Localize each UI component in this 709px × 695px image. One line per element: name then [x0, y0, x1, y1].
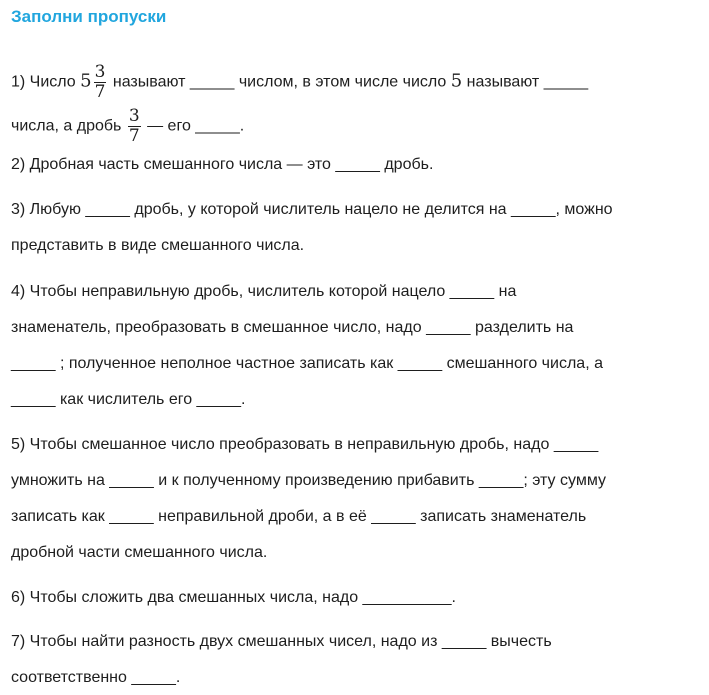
fraction: [128, 107, 141, 146]
page-title: Заполни пропуски: [11, 7, 167, 26]
question-1-text-a: 1) Число: [11, 73, 76, 91]
question-4-line-3: _____ ; полученное неполное частное записать как _____ смешанного числа, а: [11, 355, 603, 372]
question-7-line-2: соответственно _____.: [11, 669, 181, 686]
question-1-text-b: называют _____ числом, в этом числе число: [112, 73, 447, 91]
question-2: 2) Дробная часть смешанного числа — это _____ дробь.: [11, 156, 434, 173]
fraction-denominator: 7: [128, 126, 140, 146]
question-3-line-1: 3) Любую _____ дробь, у которой числитель нацело не делится на _____, можно: [11, 201, 613, 218]
question-5-line-1: 5) Чтобы смешанное число преобразовать в неправильную дробь, надо _____: [11, 436, 599, 453]
question-5-line-2: умножить на _____ и к полученному произведению прибавить _____; эту сумму: [11, 472, 606, 489]
fraction-denominator: 7: [94, 82, 106, 102]
question-1-text-c: называют _____: [466, 73, 589, 91]
question-4-line-2: знаменатель, преобразовать в смешанное число, надо _____ разделить на: [11, 319, 574, 336]
question-5-line-4: дробной части смешанного числа.: [11, 544, 268, 561]
fraction-numerator: 3: [128, 106, 140, 126]
question-6: 6) Чтобы сложить два смешанных числа, надо __________.: [11, 589, 456, 606]
mixed-number-whole: 5: [80, 70, 92, 92]
question-4-line-1: 4) Чтобы неправильную дробь, числитель которой нацело _____ на: [11, 283, 517, 300]
question-4-line-4: _____ как числитель его _____.: [11, 391, 246, 408]
question-7-line-1: 7) Чтобы найти разность двух смешанных чисел, надо из _____ вычесть: [11, 633, 552, 650]
question-5-line-3: записать как _____ неправильной дроби, а в её _____ записать знаменатель: [11, 508, 587, 525]
whole-number: 5: [450, 70, 463, 92]
mixed-number-fraction: [94, 63, 107, 102]
question-3-line-2: представить в виде смешанного числа.: [11, 237, 305, 254]
question-1-text-d: числа, а дробь: [11, 117, 122, 135]
question-1-line-1: [11, 63, 588, 102]
question-1-text-e: — его _____.: [147, 117, 245, 135]
fraction-numerator: 3: [94, 62, 106, 82]
question-1-line-2: [11, 107, 244, 146]
